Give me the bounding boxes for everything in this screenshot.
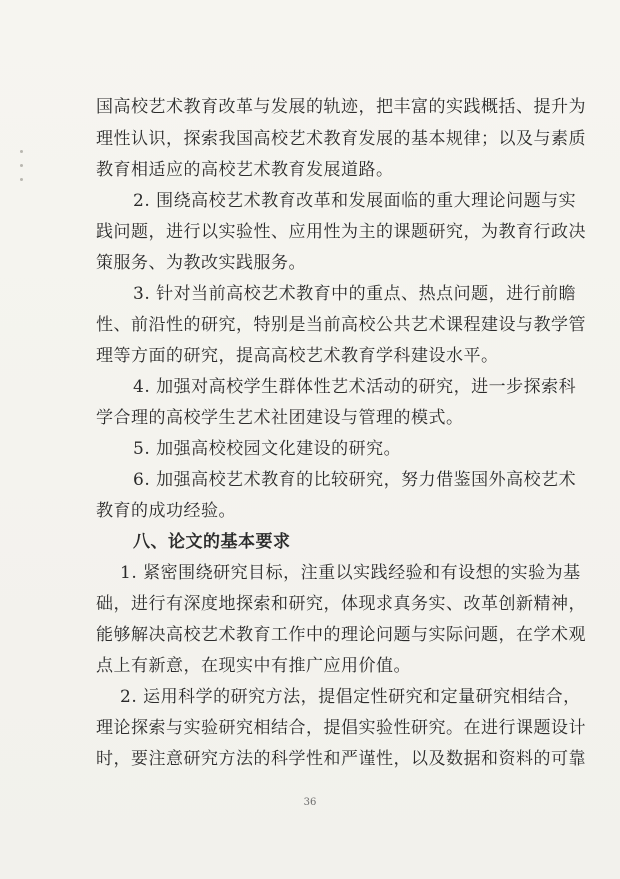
body-text-line: 教育相适应的高校艺术教育发展道路。 [96,160,394,180]
list-item-4: 4. 加强对高校学生群体性艺术活动的研究，进一步探索科 [133,377,577,397]
body-text-line: 国高校艺术教育改革与发展的轨迹，把丰富的实践概括、提升为 [96,97,586,117]
body-text-line: 性、前沿性的研究，特别是当前高校公共艺术课程建设与教学管 [96,315,586,335]
binding-hole [20,178,23,181]
list-item-5: 5. 加强高校校园文化建设的研究。 [133,439,402,459]
body-text-line: 点上有新意，在现实中有推广应用价值。 [96,656,411,676]
list-item-2: 2. 围绕高校艺术教育改革和发展面临的重大理论问题与实 [133,191,577,211]
body-text-line: 理论探索与实验研究相结合，提倡实验性研究。在进行课题设计 [96,718,586,738]
body-text-line: 时，要注意研究方法的科学性和严谨性，以及数据和资料的可靠 [96,749,586,769]
body-text-line: 策服务、为教改实践服务。 [96,253,306,273]
body-text-line: 理等方面的研究，提高高校艺术教育学科建设水平。 [96,346,499,366]
body-text-line: 学合理的高校学生艺术社团建设与管理的模式。 [96,408,464,428]
page-number: 36 [303,797,317,808]
list-item-3: 3. 针对当前高校艺术教育中的重点、热点问题，进行前瞻 [133,284,577,304]
binding-hole [20,164,23,167]
body-text-line: 理性认识，探索我国高校艺术教育发展的基本规律；以及与素质 [96,129,586,149]
body-text-line: 能够解决高校艺术教育工作中的理论问题与实际问题，在学术观 [96,625,586,645]
binding-hole [20,150,23,153]
requirement-item-2: 2. 运用科学的研究方法，提倡定性研究和定量研究相结合， [120,687,581,707]
body-text-line: 础，进行有深度地探索和研究，体现求真务实、改革创新精神， [96,594,586,614]
body-text-line: 践问题，进行以实验性、应用性为主的课题研究，为教育行政决 [96,222,586,242]
section-heading: 八、论文的基本要求 [133,532,291,552]
requirement-item-1: 1. 紧密围绕研究目标，注重以实践经验和有设想的实验为基 [120,563,581,583]
body-text-line: 教育的成功经验。 [96,501,236,521]
list-item-6: 6. 加强高校艺术教育的比较研究，努力借鉴国外高校艺术 [133,470,577,490]
